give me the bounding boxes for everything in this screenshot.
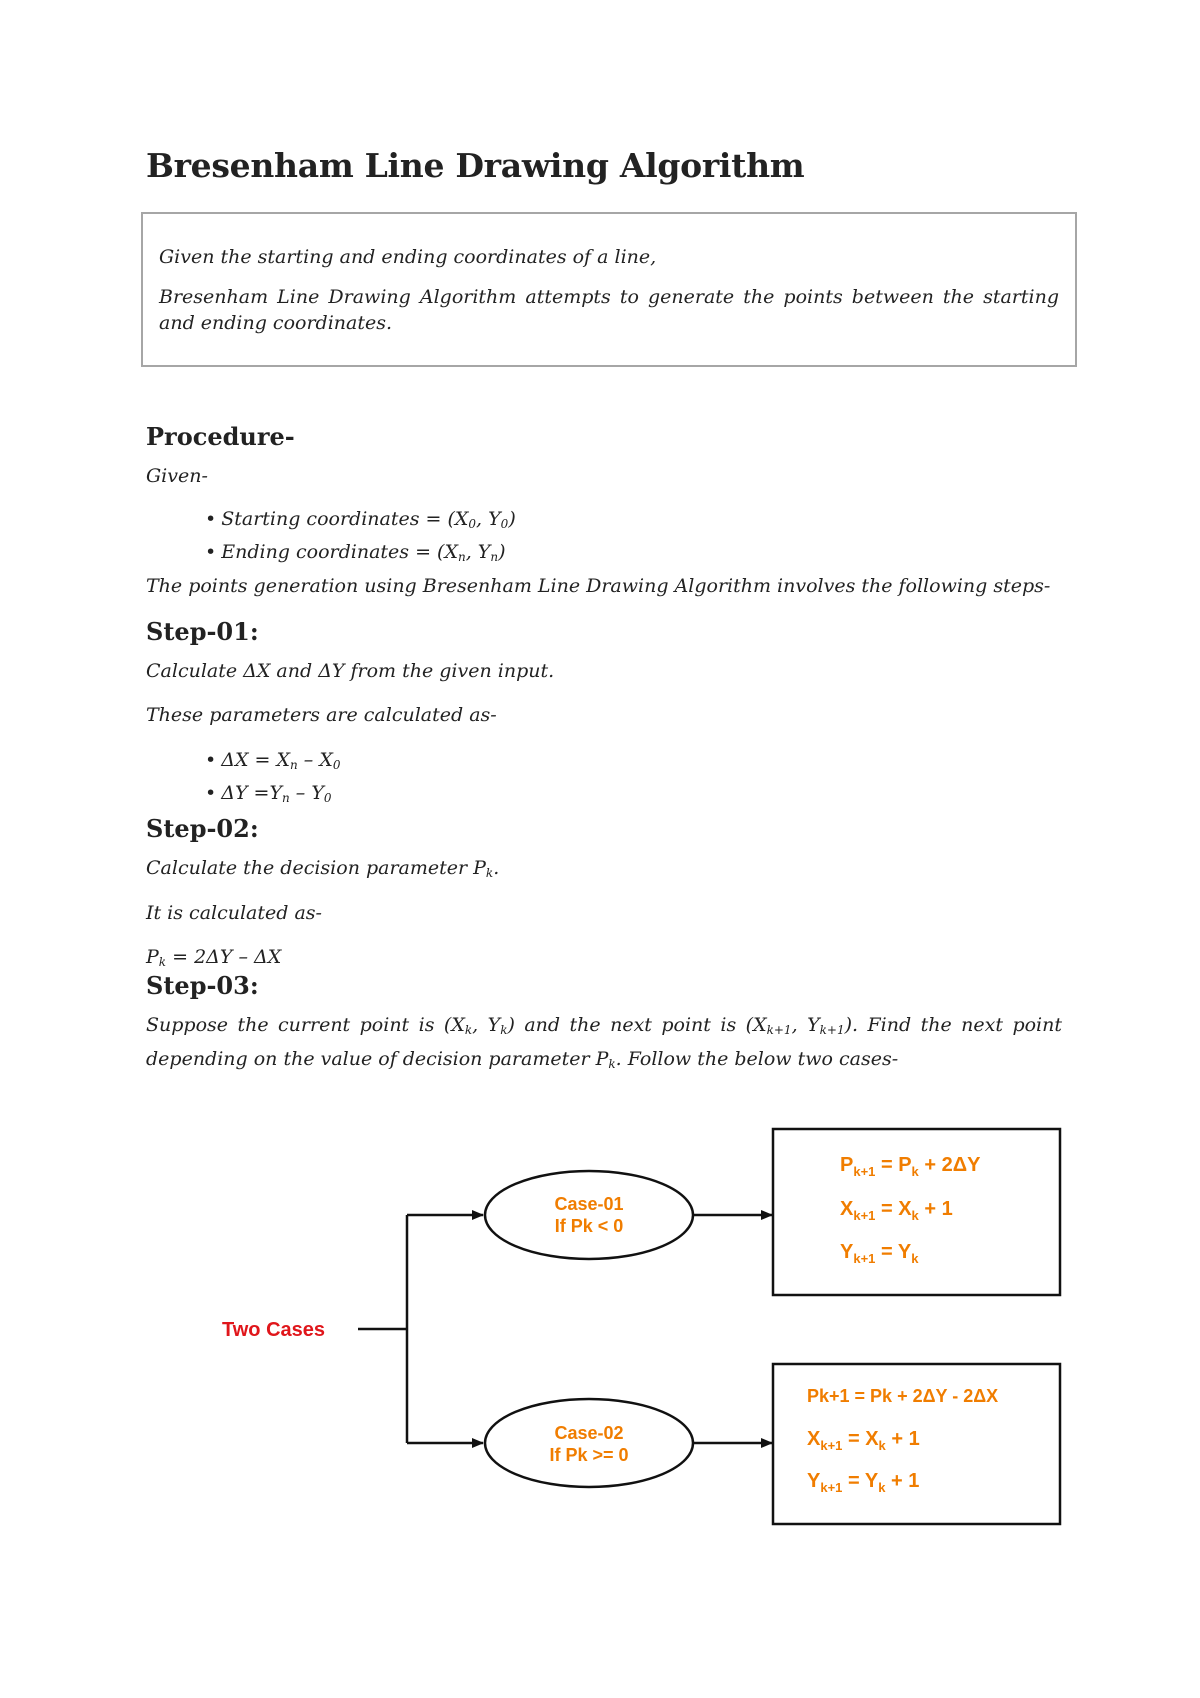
box-2-row-y: $Y_{k+1} = Y_k + 1$ xyxy=(807,1470,920,1495)
case-02-ellipse xyxy=(485,1399,693,1487)
box-1-row-y: $Y_{k+1} = Y_k$ xyxy=(840,1241,919,1266)
case-02-condition: If Pk >= 0 xyxy=(549,1445,629,1465)
definition-box xyxy=(141,212,1077,367)
bullet-delta-x: • $\Delta X = X_n - X_0$ xyxy=(205,749,341,772)
two-cases-label: Two Cases xyxy=(222,1319,325,1341)
step-02-formula: $P_k = 2\Delta Y - \Delta X$ xyxy=(146,946,282,969)
box-2-row-x: $X_{k+1} = X_k + 1$ xyxy=(807,1428,920,1453)
procedure-intro: The points generation using Bresenham Line Drawing Algorithm involves the following steps- xyxy=(146,575,1051,597)
step-03-heading: Step-03: xyxy=(146,971,259,1000)
bullet-dot: • xyxy=(205,782,217,804)
bullet-ending-coordinates: • Ending coordinates = ($X_n$, $Y_n$) xyxy=(205,541,506,564)
definition-line-2: Bresenham Line Drawing Algorithm attempts to generate the points between the starting and ending coordinates. xyxy=(159,286,1059,334)
case-01-ellipse xyxy=(485,1171,693,1259)
box-2-row-p: Pk+1 = Pk + 2ΔY - 2ΔX xyxy=(807,1386,999,1406)
step-03-paragraph: Suppose the current point is ($X_k$, $Y_k$) and the next point is ($X_{k+1}$, $Y_{k+1}$). Find the next point depending on the value of decision parameter $P_k$. Follow the below two cases- xyxy=(146,1014,1063,1071)
case-01-title: Case-01 xyxy=(554,1194,624,1214)
step-01-line-2: These parameters are calculated as- xyxy=(146,704,497,726)
bullet-dot: • xyxy=(205,749,217,771)
bullet-delta-y: • $\Delta Y =Y_n - Y_0$ xyxy=(205,782,332,805)
bullet-dot: • xyxy=(205,508,217,530)
step-02-heading: Step-02: xyxy=(146,814,259,843)
bullet-starting-coordinates: • Starting coordinates = ($X_0$, $Y_0$) xyxy=(205,508,516,531)
page-title: Bresenham Line Drawing Algorithm xyxy=(146,146,805,185)
case-01-condition: If Pk < 0 xyxy=(554,1216,624,1236)
case-02-title: Case-02 xyxy=(554,1423,624,1443)
definition-line-1: Given the starting and ending coordinates of a line, xyxy=(159,246,657,268)
box-1-row-p: $P_{k+1} = P_k + 2\Delta Y$ xyxy=(840,1154,981,1179)
box-1-row-x: $X_{k+1} = X_k + 1$ xyxy=(840,1198,953,1223)
given-label: Given- xyxy=(146,465,208,487)
step-02-line-1: Calculate the decision parameter $P_k$. xyxy=(146,857,500,880)
step-02-line-2: It is calculated as- xyxy=(146,902,322,924)
step-01-line-1: Calculate ΔX and ΔY from the given input. xyxy=(146,660,555,682)
two-cases-diagram xyxy=(0,1110,1200,1550)
procedure-heading: Procedure- xyxy=(146,422,295,451)
step-01-heading: Step-01: xyxy=(146,617,259,646)
bullet-dot: • xyxy=(205,541,217,563)
